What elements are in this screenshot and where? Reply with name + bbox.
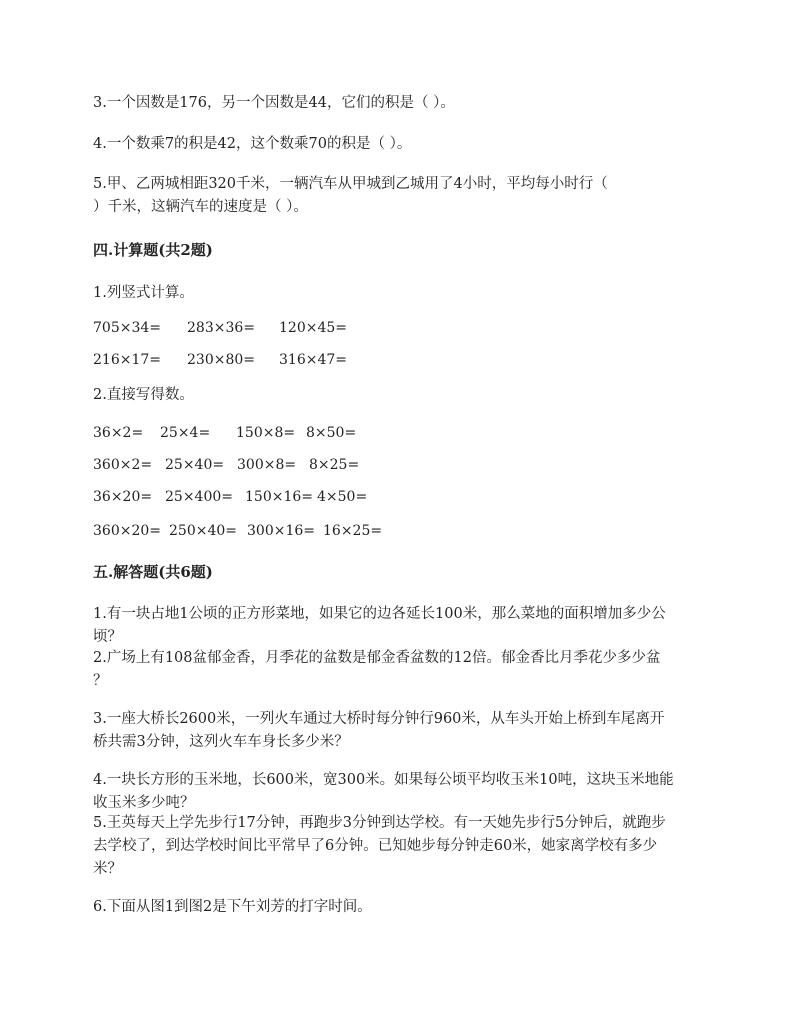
calc-item: 8×25=	[309, 457, 360, 473]
mental-calc-row-2	[93, 455, 359, 475]
word-problem-3-line2: 桥共需3分钟，这列火车车身长多少米？	[93, 734, 349, 750]
calc-item: 283×36=	[187, 320, 255, 336]
word-problem-1-line2: 顷？	[93, 629, 122, 645]
calc-item: 36×2=	[93, 425, 144, 441]
calc-item: 300×16=	[247, 523, 315, 539]
calc-item: 316×47=	[279, 352, 347, 368]
calc-item: 705×34=	[93, 320, 161, 336]
word-problem-2-line1: 2.广场上有108盆郁金香，月季花的盆数是郁金香盆数的12倍。郁金香比月季花少多少盆	[93, 650, 661, 666]
calc-item: 300×8=	[237, 457, 297, 473]
calc-item: 8×50=	[306, 425, 357, 441]
question-fill-3: 3.一个因数是176，另一个因数是44，它们的积是（ ）。	[93, 95, 455, 111]
word-problem-4-line1: 4.一块长方形的玉米地，长600米，宽300米。如果每公顷平均收玉米10吨，这块玉米地能	[93, 772, 674, 788]
mental-calc-row-3	[93, 487, 367, 507]
word-problem-3-line1: 3.一座大桥长2600米，一列火车通过大桥时每分钟行960米，从车头开始上桥到车尾离开	[93, 711, 665, 727]
calc-item: 36×20=	[93, 489, 153, 505]
calc-item: 16×25=	[323, 523, 383, 539]
calc-item: 150×16=	[245, 489, 313, 505]
question-fill-5-line1: 5.甲、乙两城相距320千米，一辆汽车从甲城到乙城用了4小时，平均每小时行（	[93, 176, 608, 192]
calc-item: 4×50=	[317, 489, 368, 505]
word-problem-5-line2: 去学校了，到达学校时间比平常早了6分钟。已知她步每分钟走60米，她家离学校有多少	[93, 838, 658, 854]
word-problem-5-line1: 5.王英每天上学先步行17分钟，再跑步3分钟到达学校。有一天她先步行5分钟后，就跑步	[93, 815, 666, 831]
section-4-q2-title: 2.直接写得数。	[93, 387, 194, 403]
word-problem-4-line2: 收玉米多少吨？	[93, 795, 195, 811]
calc-item: 250×40=	[169, 523, 237, 539]
calc-item: 150×8=	[236, 425, 296, 441]
mental-calc-row-1	[93, 423, 356, 443]
calc-item: 120×45=	[279, 320, 347, 336]
mental-calc-row-4	[93, 521, 382, 541]
word-problem-1-line1: 1.有一块占地1公顷的正方形菜地，如果它的边各延长100米，那么菜地的面积增加多少公	[93, 606, 666, 622]
question-fill-4: 4.一个数乘7的积是42，这个数乘70的积是（ ）。	[93, 136, 412, 152]
calc-item: 360×2=	[93, 457, 153, 473]
question-fill-5-line2: ）千米，这辆汽车的速度是（ ）。	[93, 199, 308, 215]
word-problem-2-line2: ？	[93, 673, 108, 689]
calc-item: 25×4=	[160, 425, 211, 441]
calc-item: 25×400=	[165, 489, 233, 505]
calc-item: 360×20=	[93, 523, 161, 539]
vertical-calc-row-2	[93, 350, 347, 370]
word-problem-6: 6.下面从图1到图2是下午刘芳的打字时间。	[93, 899, 372, 915]
word-problem-5-line3: 米？	[93, 861, 122, 877]
calc-item: 216×17=	[93, 352, 161, 368]
section-5-title: 五.解答题(共6题)	[93, 563, 213, 581]
section-4-q1-title: 1.列竖式计算。	[93, 285, 194, 301]
calc-item: 25×40=	[165, 457, 225, 473]
vertical-calc-row-1	[93, 318, 347, 338]
section-4-title: 四.计算题(共2题)	[93, 241, 213, 259]
calc-item: 230×80=	[187, 352, 255, 368]
